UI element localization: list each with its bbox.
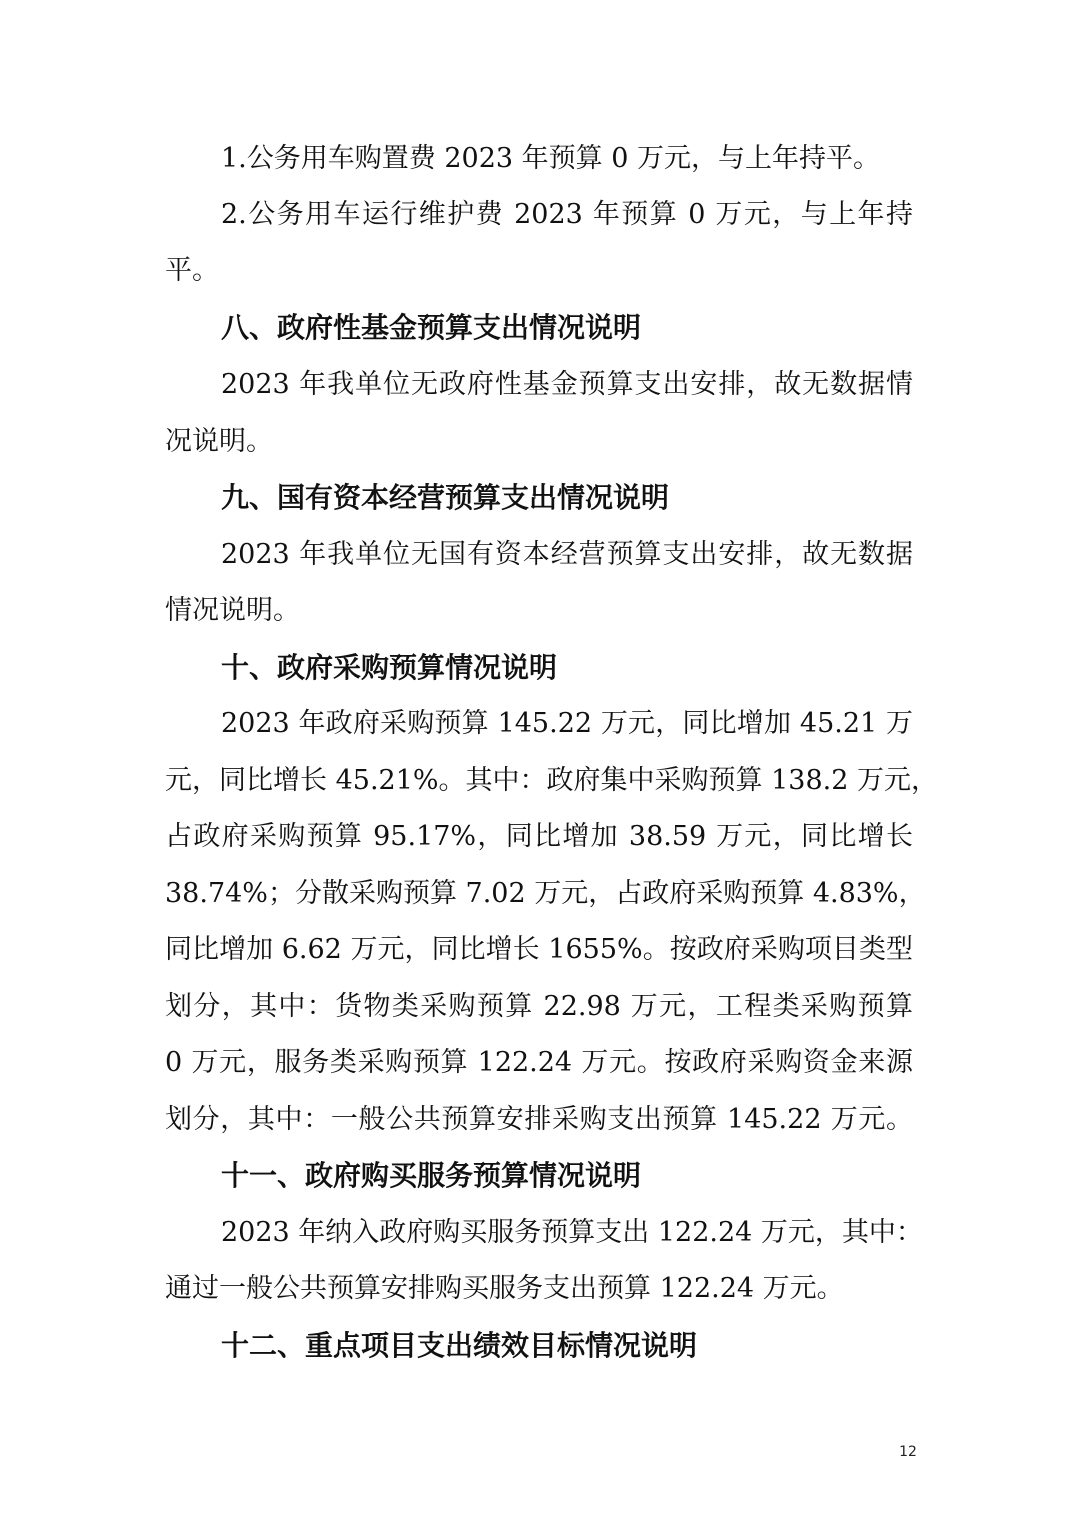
section-10-paragraph-line: 划分，其中：一般公共预算安排采购支出预算 145.22 万元。 (165, 1104, 913, 1135)
section-10-paragraph-line: 划分，其中：货物类采购预算 22.98 万元，工程类采购预算 (165, 991, 913, 1022)
section-10-paragraph-line: 0 万元，服务类采购预算 122.24 万元。按政府采购资金来源 (165, 1047, 913, 1078)
item-vehicle-purchase: 1.公务用车购置费 2023 年预算 0 万元，与上年持平。 (221, 143, 880, 174)
section-11-heading: 十一、政府购买服务预算情况说明 (221, 1159, 642, 1192)
item-vehicle-maintenance-line-2: 平。 (165, 255, 219, 286)
section-10-paragraph-line: 占政府采购预算 95.17%，同比增加 38.59 万元，同比增长 (165, 821, 913, 852)
section-11-paragraph-line: 2023 年纳入政府购买服务预算支出 122.24 万元，其中： (221, 1217, 923, 1248)
section-10-heading: 十、政府采购预算情况说明 (221, 651, 558, 684)
section-11-paragraph-line: 通过一般公共预算安排购买服务支出预算 122.24 万元。 (165, 1273, 844, 1304)
section-10-paragraph-line: 同比增加 6.62 万元，同比增长 1655%。按政府采购项目类型 (165, 934, 913, 965)
section-8-paragraph-line: 2023 年我单位无政府性基金预算支出安排，故无数据情 (221, 369, 913, 400)
section-8-heading: 八、政府性基金预算支出情况说明 (221, 311, 642, 344)
section-10-paragraph-line: 38.74%；分散采购预算 7.02 万元，占政府采购预算 4.83%， (165, 878, 926, 909)
section-9-heading: 九、国有资本经营预算支出情况说明 (221, 481, 670, 514)
section-12-heading: 十二、重点项目支出绩效目标情况说明 (221, 1329, 698, 1362)
page-number: 12 (899, 1444, 917, 1460)
section-9-paragraph-line: 2023 年我单位无国有资本经营预算支出安排，故无数据 (221, 539, 913, 570)
section-9-paragraph-line: 情况说明。 (165, 595, 300, 626)
item-vehicle-maintenance-line-1: 2.公务用车运行维护费 2023 年预算 0 万元，与上年持 (221, 199, 913, 230)
section-8-paragraph-line: 况说明。 (165, 426, 273, 457)
section-10-paragraph-line: 元，同比增长 45.21%。其中：政府集中采购预算 138.2 万元， (165, 765, 938, 796)
section-10-paragraph-line: 2023 年政府采购预算 145.22 万元，同比增加 45.21 万 (221, 708, 913, 739)
